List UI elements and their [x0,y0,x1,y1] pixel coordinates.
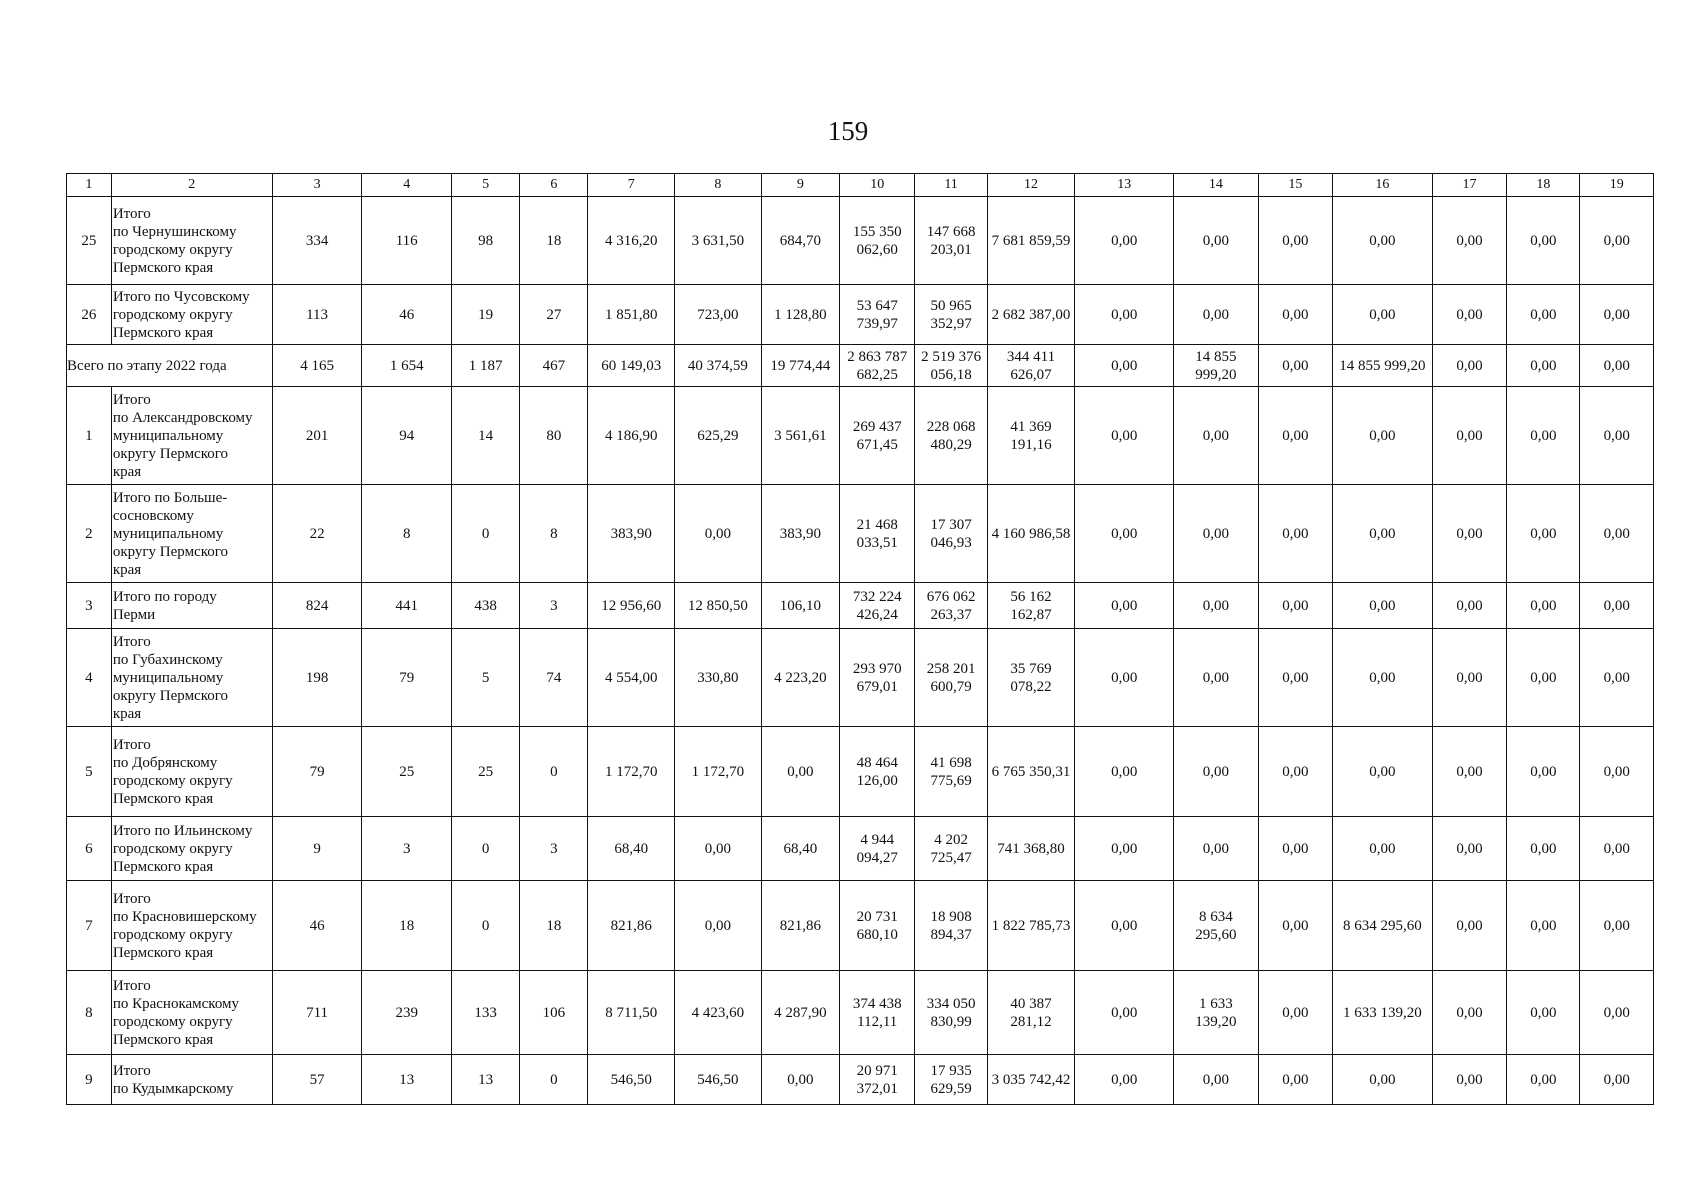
cell-col-10: 53 647 739,97 [840,285,915,345]
cell-col-5: 5 [452,629,520,727]
cell-col-19: 0,00 [1580,629,1654,727]
cell-col-8: 12 850,50 [675,583,762,629]
cell-col-10: 20 971 372,01 [840,1055,915,1105]
cell-col-9: 821,86 [761,881,839,971]
cell-col-19: 0,00 [1580,971,1654,1055]
row-number: 4 [67,629,112,727]
column-number-2: 2 [111,174,272,197]
table-row [67,1055,1654,1105]
cell-col-14: 0,00 [1174,727,1259,817]
table-row [67,727,1654,817]
cell-col-18: 0,00 [1507,817,1580,881]
cell-col-13: 0,00 [1075,629,1174,727]
cell-col-14: 0,00 [1174,285,1259,345]
cell-col-16: 0,00 [1333,727,1433,817]
table-row [67,583,1654,629]
cell-col-3: 57 [272,1055,362,1105]
table-row [67,817,1654,881]
row-number: 5 [67,727,112,817]
cell-col-8: 330,80 [675,629,762,727]
total-col-4: 1 654 [362,345,452,387]
cell-col-18: 0,00 [1507,285,1580,345]
cell-col-16: 0,00 [1333,1055,1433,1105]
cell-col-4: 239 [362,971,452,1055]
cell-col-3: 334 [272,197,362,285]
cell-col-5: 0 [452,817,520,881]
cell-col-5: 13 [452,1055,520,1105]
row-name: Итого по Краснокамскому городскому округу Пермского края [111,971,272,1055]
cell-col-13: 0,00 [1075,881,1174,971]
cell-col-10: 293 970 679,01 [840,629,915,727]
cell-col-18: 0,00 [1507,971,1580,1055]
cell-col-14: 0,00 [1174,817,1259,881]
data-table [66,173,1654,1105]
cell-col-15: 0,00 [1258,485,1332,583]
cell-col-9: 68,40 [761,817,839,881]
table-row [67,881,1654,971]
cell-col-19: 0,00 [1580,285,1654,345]
cell-col-5: 438 [452,583,520,629]
cell-col-11: 676 062 263,37 [915,583,987,629]
cell-col-13: 0,00 [1075,387,1174,485]
cell-col-8: 0,00 [675,485,762,583]
cell-col-13: 0,00 [1075,583,1174,629]
cell-col-14: 0,00 [1174,629,1259,727]
cell-col-16: 0,00 [1333,387,1433,485]
column-number-13: 13 [1075,174,1174,197]
cell-col-8: 3 631,50 [675,197,762,285]
cell-col-6: 0 [520,1055,588,1105]
cell-col-10: 4 944 094,27 [840,817,915,881]
cell-col-19: 0,00 [1580,197,1654,285]
cell-col-6: 8 [520,485,588,583]
cell-col-4: 18 [362,881,452,971]
cell-col-9: 3 561,61 [761,387,839,485]
cell-col-4: 79 [362,629,452,727]
cell-col-5: 19 [452,285,520,345]
cell-col-4: 46 [362,285,452,345]
cell-col-8: 4 423,60 [675,971,762,1055]
row-name: Итого по Чернушинскому городскому округу Пермского края [111,197,272,285]
cell-col-19: 0,00 [1580,817,1654,881]
total-label: Всего по этапу 2022 года [67,345,273,387]
cell-col-8: 0,00 [675,817,762,881]
cell-col-4: 441 [362,583,452,629]
cell-col-3: 46 [272,881,362,971]
cell-col-3: 711 [272,971,362,1055]
row-name: Итого по Чусовскому городскому округу Пермского края [111,285,272,345]
cell-col-7: 4 186,90 [588,387,675,485]
cell-col-13: 0,00 [1075,285,1174,345]
cell-col-17: 0,00 [1432,1055,1506,1105]
cell-col-10: 374 438 112,11 [840,971,915,1055]
total-col-16: 14 855 999,20 [1333,345,1433,387]
table-row [67,387,1654,485]
cell-col-19: 0,00 [1580,583,1654,629]
cell-col-15: 0,00 [1258,971,1332,1055]
table-row [67,197,1654,285]
cell-col-8: 546,50 [675,1055,762,1105]
cell-col-15: 0,00 [1258,285,1332,345]
cell-col-18: 0,00 [1507,583,1580,629]
table-row [67,285,1654,345]
table-row [67,971,1654,1055]
cell-col-14: 0,00 [1174,485,1259,583]
table-row [67,629,1654,727]
cell-col-6: 74 [520,629,588,727]
total-col-10: 2 863 787 682,25 [840,345,915,387]
cell-col-18: 0,00 [1507,485,1580,583]
cell-col-12: 2 682 387,00 [987,285,1075,345]
cell-col-11: 334 050 830,99 [915,971,987,1055]
cell-col-10: 20 731 680,10 [840,881,915,971]
cell-col-7: 12 956,60 [588,583,675,629]
page-number: 159 [827,116,869,146]
cell-col-9: 0,00 [761,727,839,817]
cell-col-18: 0,00 [1507,387,1580,485]
cell-col-12: 6 765 350,31 [987,727,1075,817]
cell-col-14: 1 633 139,20 [1174,971,1259,1055]
cell-col-7: 68,40 [588,817,675,881]
cell-col-3: 824 [272,583,362,629]
cell-col-18: 0,00 [1507,1055,1580,1105]
column-number-10: 10 [840,174,915,197]
cell-col-15: 0,00 [1258,387,1332,485]
row-number: 1 [67,387,112,485]
cell-col-9: 684,70 [761,197,839,285]
column-number-3: 3 [272,174,362,197]
column-number-15: 15 [1258,174,1332,197]
cell-col-8: 0,00 [675,881,762,971]
cell-col-19: 0,00 [1580,881,1654,971]
cell-col-11: 41 698 775,69 [915,727,987,817]
total-col-7: 60 149,03 [588,345,675,387]
column-number-16: 16 [1333,174,1433,197]
cell-col-9: 1 128,80 [761,285,839,345]
cell-col-15: 0,00 [1258,881,1332,971]
row-number: 25 [67,197,112,285]
cell-col-9: 4 287,90 [761,971,839,1055]
cell-col-5: 14 [452,387,520,485]
cell-col-7: 383,90 [588,485,675,583]
cell-col-12: 40 387 281,12 [987,971,1075,1055]
row-number: 6 [67,817,112,881]
cell-col-17: 0,00 [1432,629,1506,727]
cell-col-15: 0,00 [1258,197,1332,285]
total-row [67,345,1654,387]
cell-col-3: 113 [272,285,362,345]
cell-col-19: 0,00 [1580,387,1654,485]
cell-col-5: 0 [452,881,520,971]
cell-col-9: 4 223,20 [761,629,839,727]
row-number: 7 [67,881,112,971]
total-col-12: 344 411 626,07 [987,345,1075,387]
cell-col-8: 1 172,70 [675,727,762,817]
total-col-19: 0,00 [1580,345,1654,387]
cell-col-10: 732 224 426,24 [840,583,915,629]
cell-col-3: 198 [272,629,362,727]
cell-col-12: 35 769 078,22 [987,629,1075,727]
cell-col-17: 0,00 [1432,583,1506,629]
cell-col-5: 133 [452,971,520,1055]
cell-col-11: 147 668 203,01 [915,197,987,285]
row-name: Итого по Ильинскому городскому округу Пермского края [111,817,272,881]
cell-col-19: 0,00 [1580,1055,1654,1105]
cell-col-16: 0,00 [1333,583,1433,629]
row-number: 9 [67,1055,112,1105]
row-number: 8 [67,971,112,1055]
cell-col-16: 0,00 [1333,485,1433,583]
column-number-8: 8 [675,174,762,197]
column-number-14: 14 [1174,174,1259,197]
cell-col-7: 546,50 [588,1055,675,1105]
cell-col-18: 0,00 [1507,629,1580,727]
cell-col-4: 25 [362,727,452,817]
cell-col-13: 0,00 [1075,817,1174,881]
cell-col-14: 8 634 295,60 [1174,881,1259,971]
cell-col-6: 3 [520,583,588,629]
cell-col-17: 0,00 [1432,485,1506,583]
cell-col-4: 8 [362,485,452,583]
cell-col-6: 106 [520,971,588,1055]
cell-col-13: 0,00 [1075,727,1174,817]
cell-col-11: 50 965 352,97 [915,285,987,345]
total-col-11: 2 519 376 056,18 [915,345,987,387]
total-col-9: 19 774,44 [761,345,839,387]
cell-col-7: 1 851,80 [588,285,675,345]
cell-col-3: 9 [272,817,362,881]
column-number-11: 11 [915,174,987,197]
cell-col-18: 0,00 [1507,727,1580,817]
cell-col-10: 48 464 126,00 [840,727,915,817]
cell-col-7: 4 554,00 [588,629,675,727]
cell-col-12: 3 035 742,42 [987,1055,1075,1105]
cell-col-6: 27 [520,285,588,345]
row-name: Итого по Добрянскому городскому округу Пермского края [111,727,272,817]
cell-col-10: 155 350 062,60 [840,197,915,285]
cell-col-11: 258 201 600,79 [915,629,987,727]
total-col-14: 14 855 999,20 [1174,345,1259,387]
cell-col-11: 18 908 894,37 [915,881,987,971]
total-col-17: 0,00 [1432,345,1506,387]
cell-col-16: 0,00 [1333,817,1433,881]
cell-col-18: 0,00 [1507,881,1580,971]
column-number-5: 5 [452,174,520,197]
table-body [67,174,1654,1105]
cell-col-13: 0,00 [1075,1055,1174,1105]
cell-col-19: 0,00 [1580,727,1654,817]
cell-col-14: 0,00 [1174,1055,1259,1105]
cell-col-15: 0,00 [1258,727,1332,817]
cell-col-16: 1 633 139,20 [1333,971,1433,1055]
cell-col-13: 0,00 [1075,485,1174,583]
cell-col-9: 383,90 [761,485,839,583]
cell-col-10: 269 437 671,45 [840,387,915,485]
cell-col-19: 0,00 [1580,485,1654,583]
cell-col-5: 98 [452,197,520,285]
cell-col-12: 56 162 162,87 [987,583,1075,629]
cell-col-12: 1 822 785,73 [987,881,1075,971]
cell-col-5: 0 [452,485,520,583]
column-number-4: 4 [362,174,452,197]
cell-col-9: 106,10 [761,583,839,629]
cell-col-12: 741 368,80 [987,817,1075,881]
cell-col-11: 4 202 725,47 [915,817,987,881]
cell-col-8: 723,00 [675,285,762,345]
cell-col-3: 79 [272,727,362,817]
cell-col-15: 0,00 [1258,1055,1332,1105]
row-name: Итого по Кудымкарскому [111,1055,272,1105]
cell-col-17: 0,00 [1432,971,1506,1055]
cell-col-16: 0,00 [1333,197,1433,285]
cell-col-4: 13 [362,1055,452,1105]
row-name: Итого по городу Перми [111,583,272,629]
cell-col-6: 18 [520,881,588,971]
cell-col-15: 0,00 [1258,629,1332,727]
row-name: Итого по Больше- сосновскому муниципальному округу Пермского края [111,485,272,583]
cell-col-4: 94 [362,387,452,485]
total-col-8: 40 374,59 [675,345,762,387]
cell-col-10: 21 468 033,51 [840,485,915,583]
cell-col-7: 4 316,20 [588,197,675,285]
column-number-17: 17 [1432,174,1506,197]
cell-col-11: 17 307 046,93 [915,485,987,583]
total-col-3: 4 165 [272,345,362,387]
cell-col-7: 8 711,50 [588,971,675,1055]
table-row [67,485,1654,583]
row-number: 26 [67,285,112,345]
cell-col-12: 41 369 191,16 [987,387,1075,485]
column-number-18: 18 [1507,174,1580,197]
column-number-9: 9 [761,174,839,197]
cell-col-3: 22 [272,485,362,583]
cell-col-6: 80 [520,387,588,485]
cell-col-4: 116 [362,197,452,285]
cell-col-15: 0,00 [1258,583,1332,629]
cell-col-16: 0,00 [1333,285,1433,345]
column-number-12: 12 [987,174,1075,197]
cell-col-8: 625,29 [675,387,762,485]
cell-col-12: 4 160 986,58 [987,485,1075,583]
column-number-row [67,174,1654,197]
cell-col-17: 0,00 [1432,817,1506,881]
cell-col-9: 0,00 [761,1055,839,1105]
column-number-1: 1 [67,174,112,197]
cell-col-18: 0,00 [1507,197,1580,285]
cell-col-6: 18 [520,197,588,285]
cell-col-17: 0,00 [1432,197,1506,285]
cell-col-13: 0,00 [1075,971,1174,1055]
cell-col-13: 0,00 [1075,197,1174,285]
row-number: 2 [67,485,112,583]
column-number-6: 6 [520,174,588,197]
total-col-18: 0,00 [1507,345,1580,387]
total-col-6: 467 [520,345,588,387]
cell-col-17: 0,00 [1432,881,1506,971]
total-col-13: 0,00 [1075,345,1174,387]
cell-col-17: 0,00 [1432,285,1506,345]
cell-col-17: 0,00 [1432,727,1506,817]
cell-col-6: 3 [520,817,588,881]
cell-col-3: 201 [272,387,362,485]
cell-col-4: 3 [362,817,452,881]
cell-col-14: 0,00 [1174,197,1259,285]
cell-col-14: 0,00 [1174,583,1259,629]
cell-col-11: 228 068 480,29 [915,387,987,485]
cell-col-11: 17 935 629,59 [915,1055,987,1105]
cell-col-16: 8 634 295,60 [1333,881,1433,971]
column-number-7: 7 [588,174,675,197]
total-col-5: 1 187 [452,345,520,387]
cell-col-5: 25 [452,727,520,817]
row-name: Итого по Красновишерскому городскому округу Пермского края [111,881,272,971]
total-col-15: 0,00 [1258,345,1332,387]
cell-col-6: 0 [520,727,588,817]
cell-col-7: 1 172,70 [588,727,675,817]
cell-col-17: 0,00 [1432,387,1506,485]
column-number-19: 19 [1580,174,1654,197]
cell-col-16: 0,00 [1333,629,1433,727]
row-name: Итого по Губахинскому муниципальному округу Пермского края [111,629,272,727]
cell-col-14: 0,00 [1174,387,1259,485]
row-name: Итого по Александровскому муниципальному округу Пермского края [111,387,272,485]
cell-col-7: 821,86 [588,881,675,971]
cell-col-12: 7 681 859,59 [987,197,1075,285]
row-number: 3 [67,583,112,629]
cell-col-15: 0,00 [1258,817,1332,881]
